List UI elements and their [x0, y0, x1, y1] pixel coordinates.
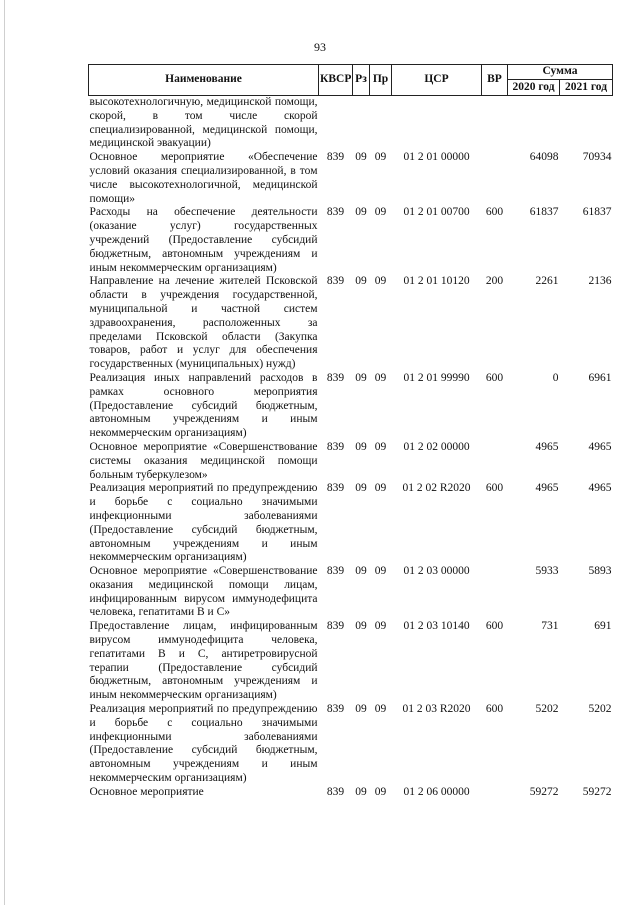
cell-pr: 09 — [374, 565, 387, 578]
cell-pr: 09 — [374, 440, 387, 453]
cell-sum-2021 — [560, 96, 613, 152]
cell-csr: 01 2 02 00000 — [403, 440, 470, 453]
cell-csr: 01 2 03 R2020 — [402, 703, 471, 716]
cell-kvsr: 839 — [326, 371, 345, 384]
cell-vr — [482, 151, 508, 206]
cell-sum-2021: 4965 — [588, 482, 612, 495]
cell-rz: 09 — [355, 785, 367, 798]
cell-name: Основное мероприятие — [89, 785, 204, 798]
cell-kvsr: 839 — [326, 785, 345, 798]
cell-kvsr: 839 — [326, 620, 345, 633]
cell-rz: 09 — [355, 151, 367, 164]
cell-sum-2021: 5893 — [588, 565, 612, 578]
cell-csr — [392, 96, 482, 152]
cell-kvsr: 839 — [326, 275, 345, 288]
table-row — [89, 786, 613, 800]
cell-vr — [482, 441, 508, 482]
cell-vr: 600 — [485, 206, 504, 219]
cell-csr: 01 2 01 00700 — [403, 206, 470, 219]
cell-sum-2020: 5202 — [535, 703, 559, 716]
cell-sum-2020: 4965 — [535, 482, 559, 495]
table-row — [89, 703, 613, 786]
cell-sum-2020: 4965 — [535, 440, 559, 453]
cell-sum-2021: 70934 — [582, 151, 612, 164]
cell-sum-2020: 59272 — [529, 785, 559, 798]
cell-sum-2021: 691 — [594, 620, 612, 633]
cell-rz: 09 — [355, 703, 367, 716]
page-edge-line — [4, 0, 5, 905]
budget-table — [88, 64, 613, 800]
cell-csr: 01 2 01 10120 — [403, 275, 470, 288]
cell-vr — [482, 786, 508, 800]
cell-kvsr — [319, 96, 353, 152]
cell-pr: 09 — [374, 206, 387, 219]
cell-name: Реализация мероприятий по предупреждению и борьбе с социально значимыми инфекционными заболеваниями (Предоставление субсидий бюджетным, автономным учреждениям и иным некоммерческим организациям) — [89, 703, 318, 785]
cell-kvsr: 839 — [326, 565, 345, 578]
cell-vr — [482, 565, 508, 620]
cell-pr — [370, 96, 392, 152]
cell-vr — [482, 96, 508, 152]
table-row — [89, 275, 613, 372]
header-pr: Пр — [370, 65, 392, 96]
table-row — [89, 565, 613, 620]
cell-vr: 200 — [485, 275, 504, 288]
table-row — [89, 96, 613, 152]
cell-kvsr: 839 — [326, 703, 345, 716]
cell-rz: 09 — [355, 371, 367, 384]
cell-sum-2020: 0 — [552, 371, 559, 384]
cell-pr: 09 — [374, 275, 387, 288]
cell-vr: 600 — [485, 620, 504, 633]
cell-sum-2021: 61837 — [582, 206, 612, 219]
header-csr: ЦСР — [392, 65, 482, 96]
cell-kvsr: 839 — [326, 440, 345, 453]
cell-pr: 09 — [374, 482, 387, 495]
table-row — [89, 441, 613, 482]
cell-pr: 09 — [374, 620, 387, 633]
cell-kvsr: 839 — [326, 151, 345, 164]
cell-rz: 09 — [355, 565, 367, 578]
cell-pr: 09 — [374, 785, 387, 798]
cell-rz — [353, 96, 370, 152]
cell-name: высокотехнологичную, медицинской помощи, скорой, в том числе скорой специализированной, медицинской помощи, медицинской эвакуации) — [89, 96, 318, 150]
cell-name: Основное мероприятие «Совершенствование оказания медицинской помощи лицам, инфицированным вирусом иммунодефицита человека, гепатитами В и С» — [89, 565, 318, 619]
header-name: Наименование — [89, 65, 319, 96]
cell-sum-2021: 6961 — [588, 371, 612, 384]
cell-name: Реализация иных направлений расходов в рамках основного мероприятия (Предоставление субсидий бюджетным, автономным учреждениям и иным некоммерческим организациям) — [89, 371, 318, 440]
cell-sum-2020: 731 — [541, 620, 559, 633]
cell-name: Расходы на обеспечение деятельности (оказание услуг) государственных учреждений (Предоставление субсидий бюджетным, автономным учреждениям и иным некоммерческим организациям) — [89, 206, 318, 274]
cell-name: Реализация мероприятий по предупреждению и борьбе с социально значимыми инфекционными заболеваниями (Предоставление субсидий бюджетным, автономным учреждениям и иным некоммерческим организациям) — [89, 482, 318, 564]
cell-sum-2020: 2261 — [535, 275, 559, 288]
table-row — [89, 620, 613, 703]
cell-name: Направление на лечение жителей Псковской области в учреждения государственной, муниципальной и частной систем здравоохранения, расположенных за пределами Псковской области (Закупка товаров, работ и услуг для обеспечения государственных (муниципальных) нужд) — [89, 275, 318, 371]
cell-rz: 09 — [355, 620, 367, 633]
cell-sum-2020: 64098 — [529, 151, 559, 164]
cell-name: Основное мероприятие «Совершенствование системы оказания медицинской помощи больным туберкулезом» — [89, 440, 318, 481]
cell-sum-2021: 59272 — [582, 785, 612, 798]
header-year-2020: 2020 год — [508, 80, 560, 96]
table-body — [89, 96, 613, 800]
cell-pr: 09 — [374, 371, 387, 384]
header-kvsr: КВСР — [319, 65, 353, 96]
cell-csr: 01 2 06 00000 — [403, 785, 470, 798]
header-rz: Рз — [353, 65, 370, 96]
cell-pr: 09 — [374, 703, 387, 716]
cell-sum-2020 — [508, 96, 560, 152]
table-row — [89, 151, 613, 206]
cell-kvsr: 839 — [326, 482, 345, 495]
header-vr: ВР — [482, 65, 508, 96]
header-year-2021: 2021 год — [560, 80, 613, 96]
cell-vr: 600 — [485, 371, 504, 384]
cell-csr: 01 2 02 R2020 — [402, 482, 471, 495]
page-number: 93 — [314, 40, 326, 54]
cell-name: Предоставление лицам, инфицированным вирусом иммунодефицита человека, гепатитами В и С, антиретровирусной терапии (Предоставление субсидий бюджетным, автономным учреждениям и иным некоммерческим организациям) — [89, 620, 318, 702]
cell-csr: 01 2 03 00000 — [403, 565, 470, 578]
cell-pr: 09 — [374, 151, 387, 164]
cell-csr: 01 2 01 99990 — [403, 371, 470, 384]
table-row — [89, 206, 613, 275]
cell-sum-2020: 5933 — [535, 565, 559, 578]
cell-csr: 01 2 01 00000 — [403, 151, 470, 164]
table-row — [89, 482, 613, 565]
cell-sum-2021: 4965 — [588, 440, 612, 453]
header-sum: Сумма — [508, 65, 613, 80]
cell-name: Основное мероприятие «Обеспечение условий оказания специализированной, в том числе высокотехнологичной, медицинской помощи» — [89, 151, 318, 205]
table-row — [89, 372, 613, 441]
cell-csr: 01 2 03 10140 — [403, 620, 470, 633]
cell-sum-2021: 5202 — [588, 703, 612, 716]
cell-rz: 09 — [355, 206, 367, 219]
cell-rz: 09 — [355, 482, 367, 495]
cell-vr: 600 — [485, 482, 504, 495]
cell-rz: 09 — [355, 440, 367, 453]
cell-sum-2021: 2136 — [588, 275, 612, 288]
cell-rz: 09 — [355, 275, 367, 288]
cell-kvsr: 839 — [326, 206, 345, 219]
cell-vr: 600 — [485, 703, 504, 716]
cell-sum-2020: 61837 — [529, 206, 559, 219]
